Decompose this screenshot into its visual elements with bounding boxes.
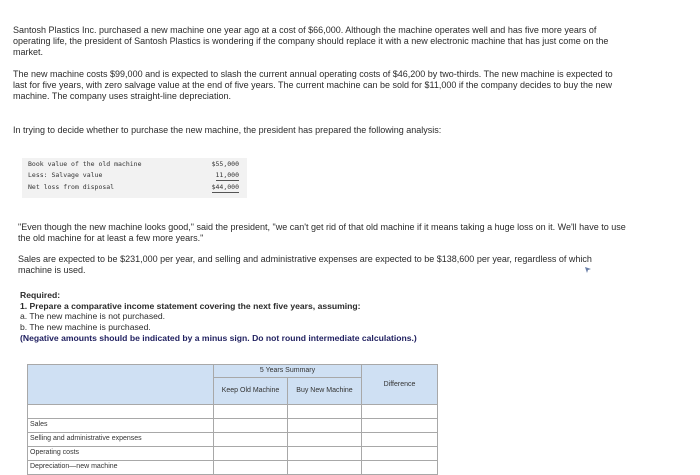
required-section [20,290,620,343]
problem-intro: Santosh Plastics Inc. purchased a new machine one year ago at a cost of $66,000. Although the machine operates well and has five more years of operating life, the president of Santosh Plastics is wondering if the company should replace it with a new electronic machine that has just come on the market. [13,25,609,57]
required-note: (Negative amounts should be indicated by a minus sign. Do not round intermediate calculations.) [20,332,417,343]
analysis-value: 11,000 [215,171,239,179]
spacer-input[interactable] [362,405,438,419]
selling-diff-input[interactable] [362,433,438,447]
buy-new-header: Buy New Machine [288,378,362,405]
analysis-row [28,184,243,194]
problem-analysis-intro: In trying to decide whether to purchase the new machine, the president has prepared the following analysis: [13,125,442,135]
spacer-input[interactable] [214,405,288,419]
income-statement-table [27,364,438,475]
analysis-label: Book value of the old machine [28,160,142,168]
operating-diff-input[interactable] [362,447,438,461]
difference-header: Difference [362,365,438,405]
required-heading: Required: [20,290,61,300]
five-year-summary-header: 5 Years Summary [214,365,362,378]
row-label-operating-costs: Operating costs [28,447,214,461]
table-group-header-row [28,365,438,378]
table-row [28,447,438,461]
analysis-label: Net loss from disposal [28,183,115,191]
table-row [28,433,438,447]
problem-sales: Sales are expected to be $231,000 per year, and selling and administrative expenses are expected to be $138,600 per year, regardless of which machine is used. [18,254,592,275]
sales-keep-input[interactable] [214,419,288,433]
operating-buy-input[interactable] [288,447,362,461]
analysis-row [28,161,243,171]
analysis-row [28,172,243,182]
header-blank [28,365,214,405]
depreciation-buy-input[interactable] [288,461,362,475]
table-row [28,419,438,433]
required-item-a: a. The new machine is not purchased. [20,311,166,322]
table-spacer-row [28,405,438,419]
analysis-label: Less: Salvage value [28,171,103,179]
president-analysis [22,158,247,198]
spacer-input[interactable] [288,405,362,419]
row-label-selling-admin: Selling and administrative expenses [28,433,214,447]
selling-buy-input[interactable] [288,433,362,447]
analysis-value: $44,000 [211,183,239,191]
depreciation-keep-input[interactable] [214,461,288,475]
sales-buy-input[interactable] [288,419,362,433]
table-row [28,461,438,475]
sales-diff-input[interactable] [362,419,438,433]
cursor-icon [583,265,593,275]
keep-old-header: Keep Old Machine [214,378,288,405]
depreciation-diff-input[interactable] [362,461,438,475]
spacer-cell [28,405,214,419]
president-quote: "Even though the new machine looks good," said the president, "we can't get rid of that old machine if it means taking a huge loss on it. We'll have to use the old machine for at least a few more years." [18,222,626,243]
selling-keep-input[interactable] [214,433,288,447]
operating-keep-input[interactable] [214,447,288,461]
required-item-1: 1. Prepare a comparative income statement covering the next five years, assuming: [20,300,361,311]
row-label-depreciation-new: Depreciation—new machine [28,461,214,475]
analysis-value: $55,000 [211,160,239,168]
required-item-b: b. The new machine is purchased. [20,321,151,332]
problem-new-machine: The new machine costs $99,000 and is expected to slash the current annual operating costs of $46,200 by two-thirds. The new machine is expected to last for five years, with zero salvage value at the end of five years. The current machine can be sold for $11,000 if the company decides to buy the new machine. The company uses straight-line depreciation. [13,69,613,101]
row-label-sales: Sales [28,419,214,433]
